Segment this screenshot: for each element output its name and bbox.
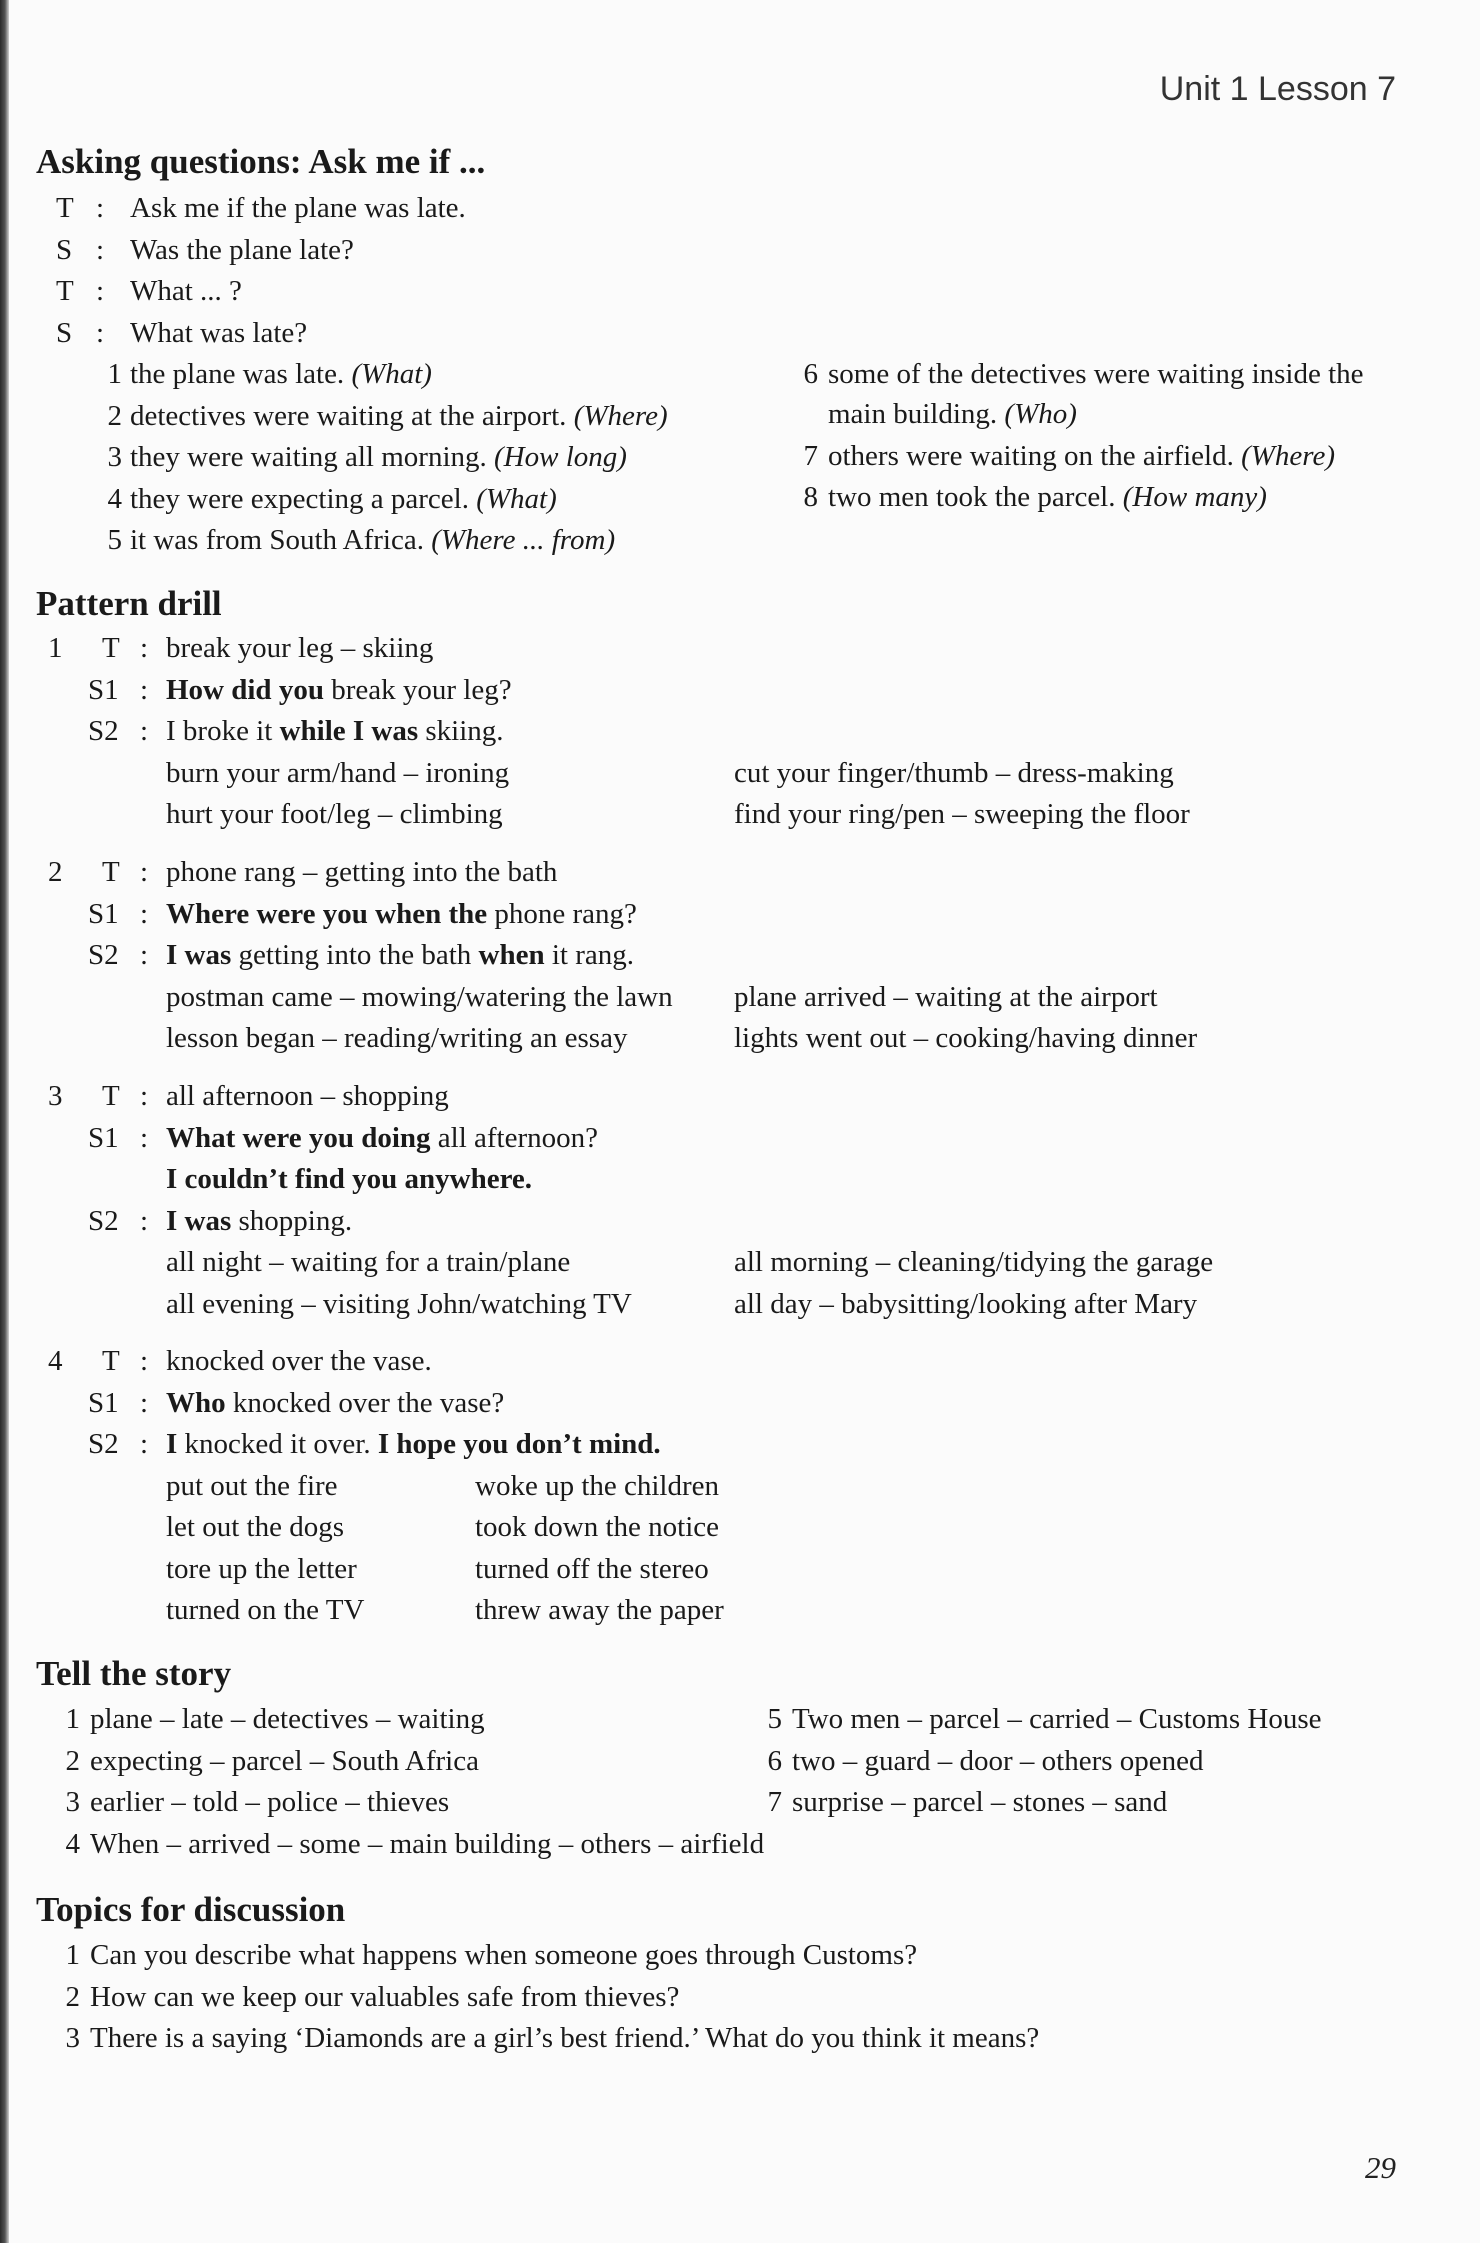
asking-dialogue (36, 188, 716, 562)
tell-the-story-heading: Tell the story (36, 1654, 232, 1693)
page-number: 29 (1365, 2150, 1396, 2185)
asking-right-list (788, 354, 1448, 517)
list-item: 4 they were expecting a parcel. (What) (107, 482, 557, 515)
list-item: 1 Can you describe what happens when someone goes through Customs? (65, 1939, 918, 1971)
unit-lesson-header: Unit 1 Lesson 7 (1159, 70, 1396, 108)
list-item: 1 plane – late – detectives – waiting (65, 1703, 485, 1735)
topics-heading: Topics for discussion (36, 1890, 346, 1929)
list-item: 3 earlier – told – police – thieves (65, 1786, 450, 1818)
dialogue-line: T : What ... ? (56, 275, 242, 307)
list-item: 3 There is a saying ‘Diamonds are a girl’s best friend.’ What do you think it means? (65, 2022, 1040, 2054)
list-item: 8 two men took the parcel. (How many) (803, 481, 1267, 513)
list-item: 5 it was from South Africa. (Where ... from) (107, 524, 616, 556)
asking-questions-heading: Asking questions: Ask me if ... (36, 142, 486, 181)
list-item: 7 surprise – parcel – stones – sand (767, 1786, 1168, 1818)
dialogue-line: S : Was the plane late? (56, 233, 354, 266)
list-item: 6 two – guard – door – others opened (767, 1744, 1204, 1777)
binding-shadow (0, 0, 9, 2243)
list-item: 5 Two men – parcel – carried – Customs House (767, 1703, 1322, 1735)
story-right-list (760, 1699, 1440, 1824)
drill-3: 3 T : all afternoon – shopping S1 : What were you doing all afternoon? I couldn’t find you anywhere. S2 : I was shopping. all night – waiting for a train/plane all morning – cleaning/tidying the garage all evening – visiting John/watching TV all day – babysitting/looking after Mary (48, 1080, 1214, 1320)
list-item: 7 others were waiting on the airfield. (Where) (803, 439, 1336, 472)
dialogue-line: S : What was late? (56, 316, 308, 349)
dialogue-line: T : Ask me if the plane was late. (56, 192, 466, 224)
topics-list (58, 1935, 1458, 2060)
list-item: 6 some of the detectives were waiting inside the (803, 358, 1364, 390)
list-item: 2 detectives were waiting at the airport. (Where) (107, 399, 668, 432)
list-item-continued: main building. (Who) (828, 398, 1077, 430)
list-item: 4 When – arrived – some – main building – others – airfield (65, 1827, 765, 1860)
drill-1: 1 T : break your leg – skiing S1 : How did you break your leg? S2 : I broke it while I was skiing. burn your arm/hand – ironing cut your finger/thumb – dress-making hurt your foot/leg – climbing find your ring/pen – sweeping the floor (48, 632, 1190, 830)
pattern-drill-heading: Pattern drill (36, 584, 222, 623)
list-item: 1 the plane was late. (What) (107, 358, 432, 390)
drill-4: 4 T : knocked over the vase. S1 : Who knocked over the vase? S2 : I knocked it over. I hope you don’t mind. put out the fire woke up the children let out the dogs took down the notice tore up the letter turned off the stereo turned on the TV threw away the paper (48, 1345, 724, 1626)
list-item: 2 How can we keep our valuables safe from thieves? (65, 1980, 680, 2013)
story-left-list (58, 1699, 858, 1865)
drill-2: 2 T : phone rang – getting into the bath S1 : Where were you when the phone rang? S2 : I was getting into the bath when it rang. postman came – mowing/watering the lawn plane arrived – waiting at the airport lesson began – reading/writing an essay lights went out – cooking/having dinner (48, 856, 1198, 1054)
list-item: 2 expecting – parcel – South Africa (65, 1744, 479, 1777)
list-item: 3 they were waiting all morning. (How long) (107, 441, 627, 473)
